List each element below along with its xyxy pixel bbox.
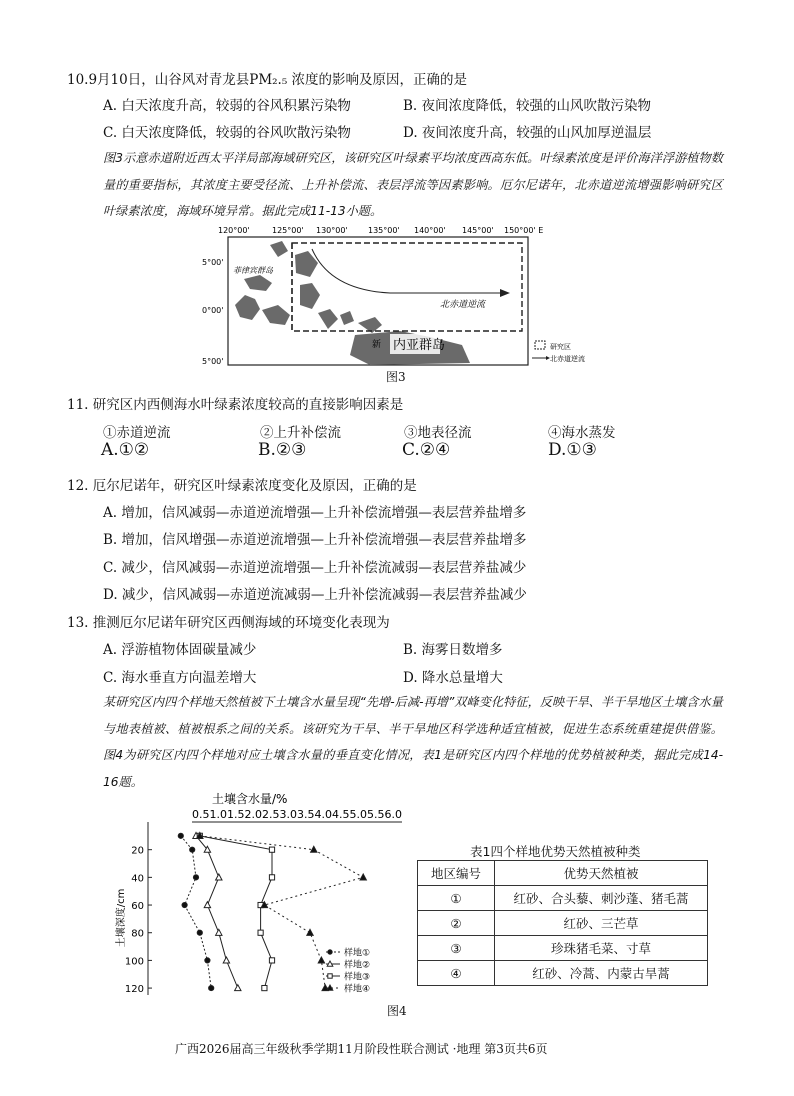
chart-point <box>205 958 210 963</box>
legend-current-label: 北赤道逆流 <box>550 355 585 363</box>
lon-label: 145°00' <box>462 226 494 235</box>
chart-point <box>235 985 241 991</box>
table-header-cell: 地区编号 <box>418 861 495 886</box>
q11-option-d: D.①③ <box>548 440 597 460</box>
chart-legend-label: 样地① <box>344 948 371 959</box>
chart-point <box>258 930 263 935</box>
figure3-caption: 图3 <box>386 370 406 384</box>
figure4-caption: 图4 <box>387 1004 407 1018</box>
q11-item-1: ①赤道逆流 <box>103 425 171 441</box>
q13-option-d: D. 降水总量增大 <box>403 670 503 686</box>
chart-point <box>190 847 195 852</box>
q13-option-a: A. 浮游植物体固碳量减少 <box>103 642 257 658</box>
table-row <box>418 961 708 986</box>
chart-y-tick-label: 80 <box>131 928 144 940</box>
q11-option-c: C.②④ <box>402 440 451 460</box>
chart-y-tick-label: 20 <box>131 845 144 857</box>
figure4-soil-moisture-chart <box>108 790 408 1005</box>
chart-point <box>269 847 274 852</box>
table1 <box>417 860 708 986</box>
chart-y-tick-label: 40 <box>131 873 144 885</box>
q13-option-c: C. 海水垂直方向温差增大 <box>103 670 257 686</box>
q10-option-c: C. 白天浓度降低，较弱的谷风吹散污染物 <box>103 125 351 141</box>
chart-point <box>311 846 317 852</box>
chart-series-line <box>181 836 211 988</box>
intro-paragraph-1: 图3示意赤道附近西太平洋局部海域研究区，该研究区叶绿素平均浓度西高东低。叶绿素浓度是评价海洋浮游植物数量的重要指标，其浓度主要受径流、上升补偿流、表层浮流等因素影响。厄尔尼诺年，北赤道逆流增强影响研究区叶绿素浓度，海域环境异常。据此完成11-13小题。 <box>103 151 723 218</box>
chart-point <box>182 902 187 907</box>
chart-point <box>223 957 229 963</box>
chart-x-ticks: 0.51.01.52.02.53.03.54.04.55.05.56.0 <box>192 809 402 821</box>
lon-label: 120°00' <box>218 226 250 235</box>
chart-point <box>197 930 202 935</box>
chart-legend-label: 样地③ <box>344 972 371 983</box>
philippines-label: 菲律宾群岛 <box>233 266 273 275</box>
table1-title: 表1四个样地优势天然植被种类 <box>470 844 641 859</box>
lat-label: 0°00' <box>202 306 224 315</box>
lat-label: 5°00' <box>202 258 224 267</box>
chart-series-line <box>200 836 363 988</box>
lon-label: 135°00' <box>368 226 400 235</box>
q11-stem: 11. 研究区内西侧海水叶绿素浓度较高的直接影响因素是 <box>67 397 404 413</box>
table-row <box>418 936 708 961</box>
chart-y-title: 土壤深度/cm <box>116 888 127 948</box>
q10-option-b: B. 夜间浓度降低，较强的山风吹散污染物 <box>403 98 652 114</box>
q11-item-2: ②上升补偿流 <box>260 425 341 441</box>
chart-series-line <box>196 836 238 988</box>
table-cell: 红砂、冷蒿、内蒙古旱蒿 <box>495 961 708 986</box>
table-header-row <box>418 861 708 886</box>
newguinea-label: 新 <box>372 340 382 350</box>
table-cell: ② <box>418 911 495 936</box>
current-label: 北赤道逆流 <box>440 300 486 310</box>
q13-stem: 13. 推测厄尔尼诺年研究区西侧海域的环境变化表现为 <box>67 615 390 631</box>
q12-option-b: B. 增加，信风增强—赤道逆流增强—上升补偿流增强—表层营养盐增多 <box>103 532 527 548</box>
q12-stem: 12. 厄尔尼诺年，研究区叶绿素浓度变化及原因，正确的是 <box>67 478 417 494</box>
legend-area-label: 研究区 <box>550 343 571 351</box>
chart-point <box>178 833 183 838</box>
chart-point <box>307 929 313 935</box>
chart-y-tick-label: 120 <box>124 984 144 996</box>
page-footer: 广西2026届高三年级秋季学期11月阶段性联合测试 ·地理 第3页共6页 <box>175 1042 548 1056</box>
q12-option-c: C. 减少，信风减弱—赤道逆流增强—上升补偿流减弱—表层营养盐减少 <box>103 560 527 576</box>
chart-y-tick-label: 60 <box>131 901 144 913</box>
chart-legend-marker <box>327 985 333 990</box>
table-cell: ④ <box>418 961 495 986</box>
q11-item-4: ④海水蒸发 <box>548 425 616 441</box>
table-row <box>418 911 708 936</box>
table-cell: 红砂、三芒草 <box>495 911 708 936</box>
chart-legend-marker <box>327 961 333 966</box>
chart-point <box>216 874 222 880</box>
chart-point <box>360 874 366 880</box>
intro-paragraph-2: 某研究区内四个样地天然植被下土壤含水量呈现“先增-后减-再增”双峰变化特征，反映干旱、半干旱地区土壤含水量与地表植被、植被根系之间的关系。该研究为干旱、半干旱地区科学选种适宜植被，促进生态系统重建提供借鉴。图4为研究区内四个样地对应土壤含水量的垂直变化情况，表1是研究区内四个样地的优势植被种类，据此完成14-16题。 <box>103 695 723 789</box>
q10-option-d: D. 夜间浓度升高，较强的山风加厚逆温层 <box>403 125 652 141</box>
q11-option-b: B.②③ <box>258 440 307 460</box>
chart-point <box>262 985 267 990</box>
chart-point <box>204 902 210 908</box>
q12-option-d: D. 减少，信风减弱—赤道逆流减弱—上升补偿流减弱—表层营养盐减少 <box>103 587 527 603</box>
chart-point <box>318 957 324 963</box>
chart-legend-label: 样地② <box>344 960 371 971</box>
chart-legend-marker <box>328 974 332 978</box>
lon-label: 140°00' <box>414 226 446 235</box>
chart-y-tick-label: 100 <box>124 956 144 968</box>
chart-legend-marker <box>328 950 332 954</box>
table-row <box>418 886 708 911</box>
figure3-map <box>200 225 595 370</box>
lon-label: 130°00' <box>316 226 348 235</box>
chart-point <box>216 929 222 935</box>
table-header-cell: 优势天然植被 <box>495 861 708 886</box>
q12-option-a: A. 增加，信风减弱—赤道逆流增强—上升补偿流增强—表层营养盐增多 <box>103 505 527 521</box>
lon-label: 150°00' E <box>504 226 544 235</box>
q10-option-a: A. 白天浓度升高，较弱的谷风积累污染物 <box>103 98 351 114</box>
table-cell: 珍珠猪毛菜、寸草 <box>495 936 708 961</box>
chart-point <box>209 985 214 990</box>
q11-option-a: A.①② <box>101 440 150 460</box>
lat-label: 5°00' <box>202 357 224 366</box>
chart-x-title: 土壤含水量/% <box>212 792 288 806</box>
chart-point <box>269 875 274 880</box>
q11-item-3: ③地表径流 <box>404 425 472 441</box>
table-cell: ① <box>418 886 495 911</box>
lon-label: 125°00' <box>272 226 304 235</box>
chart-point <box>193 875 198 880</box>
table-cell: ③ <box>418 936 495 961</box>
q10-stem: 10.9月10日，山谷风对青龙县PM₂.₅ 浓度的影响及原因，正确的是 <box>67 72 468 88</box>
chart-point <box>269 958 274 963</box>
q13-option-b: B. 海雾日数增多 <box>403 642 503 658</box>
table-cell: 红砂、合头藜、刺沙蓬、猪毛蒿 <box>495 886 708 911</box>
chart-legend-label: 样地④ <box>344 984 371 995</box>
newguinea-overlay-label: 内亚群岛 <box>393 338 446 353</box>
